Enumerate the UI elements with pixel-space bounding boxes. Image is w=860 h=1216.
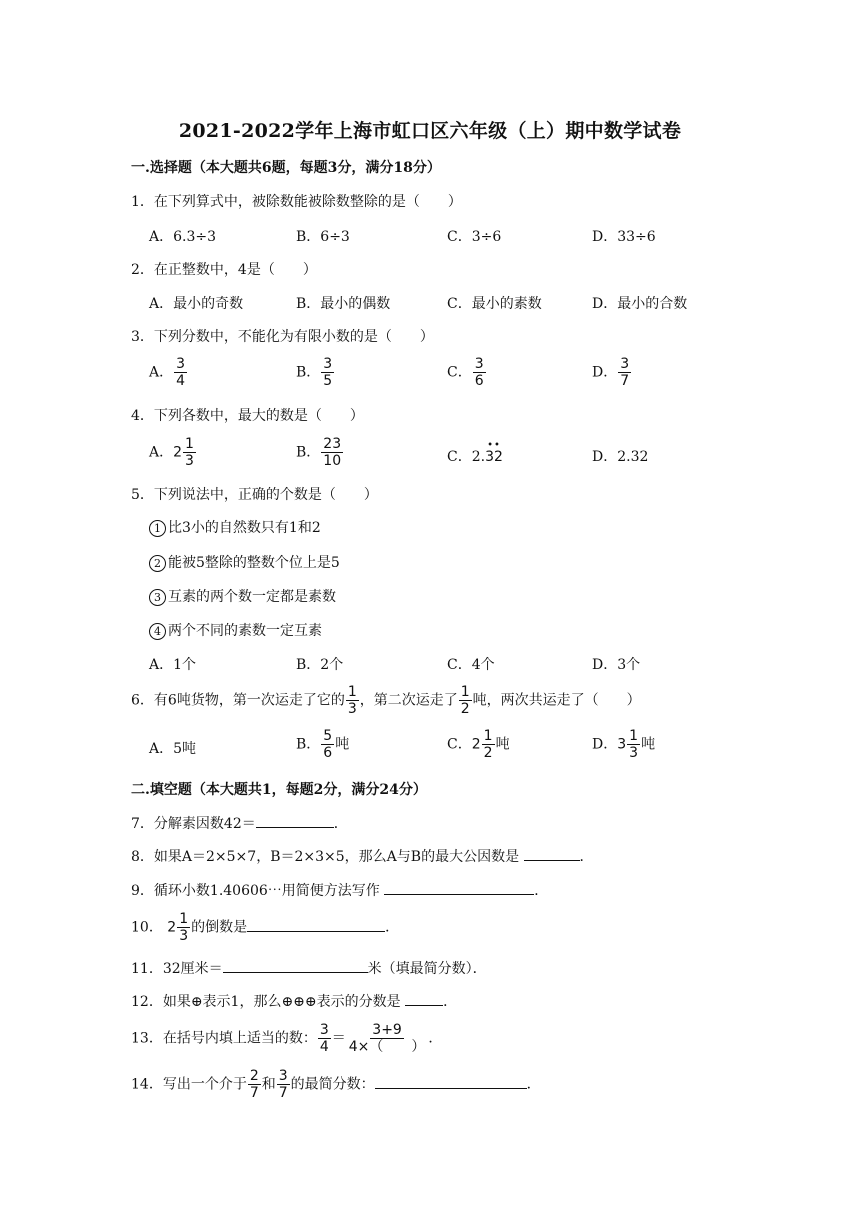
answer-blank[interactable]: [524, 846, 580, 861]
q2-option-d: D．最小的合数: [592, 296, 688, 312]
denominator: 7: [278, 1085, 288, 1101]
q2-option-c: C．最小的素数: [447, 296, 542, 312]
stem-text: 的倒数是: [191, 919, 248, 936]
numerator: 3+9: [372, 1022, 402, 1038]
denominator: 7: [249, 1085, 259, 1101]
option-label: B．: [296, 736, 321, 753]
q3-option-b: [296, 356, 335, 389]
fraction: [318, 1022, 331, 1055]
denominator-with-blank[interactable]: 4×（ ）: [348, 1039, 426, 1055]
q4-option-d: D．2.32: [592, 449, 649, 465]
fraction: [174, 356, 187, 389]
question-14: [131, 1068, 541, 1101]
q5-option-b: B．2个: [296, 657, 344, 673]
q1-option-c: C．3÷6: [447, 229, 502, 245]
fraction: [177, 911, 190, 944]
section-heading-choice: 一.选择题（本大题共6题，每题3分，满分18分）: [131, 160, 441, 176]
numerator: 3: [474, 356, 484, 372]
question-13: [131, 1022, 442, 1055]
stem-text: 10．: [131, 919, 163, 936]
unit: 吨: [641, 736, 656, 753]
numerator: 1: [347, 684, 357, 700]
denominator: 10: [323, 453, 342, 469]
equals-sign: ＝: [331, 1030, 346, 1047]
fraction: [347, 1022, 428, 1055]
section-heading-fill: 二.填空题（本大题共1，每题2分，满分24分）: [131, 782, 427, 798]
statement-text: 能被5整除的整数个位上是5: [168, 555, 340, 571]
numerator: 1: [483, 728, 493, 744]
stem-text: 6．有6吨货物，第一次运走了它的: [131, 692, 345, 709]
stem-text: 7．分解素因数42＝: [131, 816, 256, 832]
q4-option-c: [447, 440, 503, 466]
answer-blank[interactable]: [405, 991, 443, 1006]
q1-option-b: B．6÷3: [296, 229, 350, 245]
circled-number: 3: [149, 589, 166, 606]
denominator: 5: [323, 373, 333, 389]
mixed-integer: 2: [471, 736, 481, 753]
fraction: [321, 436, 343, 469]
numerator: 5: [323, 728, 333, 744]
answer-blank[interactable]: [375, 1074, 527, 1089]
question-4-stem: 4．下列各数中，最大的数是（ ）: [131, 408, 364, 424]
option-label: B．: [296, 444, 321, 461]
question-9: [131, 880, 548, 900]
mixed-integer: 3: [617, 736, 627, 753]
denominator: 6: [474, 373, 484, 389]
stem-text: ．: [443, 994, 458, 1010]
option-label: C．2.: [447, 449, 486, 465]
denominator: 2: [460, 701, 470, 717]
option-label: A．: [149, 444, 174, 461]
stem-text: ．: [333, 816, 348, 832]
stem-text: 和: [261, 1076, 276, 1093]
option-label: C．: [447, 736, 472, 753]
question-3-stem: 3．下列分数中，不能化为有限小数的是（ ）: [131, 329, 434, 345]
q5-statement-3: [149, 586, 336, 606]
denominator: 3: [629, 745, 639, 761]
fraction: [321, 728, 334, 761]
circled-number: 4: [149, 623, 166, 640]
option-label: C．: [447, 364, 472, 381]
statement-text: 两个不同的素数一定互素: [168, 623, 322, 639]
q5-statement-4: [149, 620, 322, 640]
denominator: 3: [179, 928, 189, 944]
fraction: [482, 728, 495, 761]
q6-option-c: [447, 728, 510, 761]
stem-text: ．: [526, 1076, 541, 1093]
mixed-integer: 2: [173, 444, 183, 461]
unit: 吨: [495, 736, 510, 753]
stem-text: 的最简分数：: [290, 1076, 375, 1093]
q6-option-a: A．5吨: [149, 741, 197, 757]
numerator: 1: [179, 911, 189, 927]
numerator: 3: [176, 356, 186, 372]
option-label: A．: [149, 364, 174, 381]
fraction: [618, 356, 631, 389]
stem-text: ．: [534, 883, 549, 899]
stem-text: 9．循环小数1.40606⋯用简便方法写作: [131, 883, 380, 899]
q6-option-b: [296, 728, 349, 761]
stem-text: ．: [579, 849, 594, 865]
answer-blank[interactable]: [384, 880, 534, 895]
answer-blank[interactable]: [256, 813, 334, 828]
fraction: [627, 728, 640, 761]
fraction: [473, 356, 486, 389]
circled-number: 1: [149, 520, 166, 537]
numerator: 2: [249, 1068, 259, 1084]
stem-text: ．: [428, 1030, 443, 1047]
fraction: [183, 436, 196, 469]
q2-option-b: B．最小的偶数: [296, 296, 391, 312]
q3-option-d: [592, 356, 632, 389]
q5-option-c: C．4个: [447, 657, 495, 673]
q2-option-a: A．最小的奇数: [149, 296, 244, 312]
denominator: 3: [347, 701, 357, 717]
stem-text: 12．如果⊕表示1，那么⊕⊕⊕表示的分数是: [131, 994, 401, 1010]
q3-option-c: [447, 356, 487, 389]
option-label: D．: [592, 736, 618, 753]
question-2-stem: 2．在正整数中，4是（ ）: [131, 262, 317, 278]
numerator: 1: [629, 728, 639, 744]
q1-option-d: D．33÷6: [592, 229, 656, 245]
q1-option-a: A．6.3÷3: [149, 229, 217, 245]
numerator: 3: [319, 1022, 329, 1038]
repeat-dots: ••: [487, 440, 501, 451]
question-7: [131, 813, 348, 833]
option-label: D．: [592, 364, 618, 381]
denominator: 4: [319, 1039, 329, 1055]
q4-option-b: [296, 436, 344, 469]
question-11: [131, 958, 487, 978]
numerator: 3: [323, 356, 333, 372]
numerator: 3: [278, 1068, 288, 1084]
stem-text: ．: [385, 919, 400, 936]
stem-text: 11．32厘米＝: [131, 961, 223, 977]
q5-option-a: A．1个: [149, 657, 197, 673]
answer-blank[interactable]: [247, 917, 385, 932]
fraction: [459, 684, 472, 717]
mixed-integer: 2: [167, 919, 177, 936]
stem-text: 13．在括号内填上适当的数：: [131, 1030, 317, 1047]
stem-text: 米（填最简分数）．: [367, 961, 487, 977]
question-12: [131, 991, 457, 1011]
numerator: 1: [185, 436, 194, 452]
question-8: [131, 846, 594, 866]
stem-text: 8．如果A＝2×5×7，B＝2×3×5，那么A与B的最大公因数是: [131, 849, 520, 865]
option-label: B．: [296, 364, 321, 381]
repeating-decimal: [485, 440, 503, 465]
fraction: [248, 1068, 261, 1101]
denominator: 6: [323, 745, 333, 761]
question-6-stem: [131, 684, 641, 717]
q6-option-d: [592, 728, 655, 761]
fraction: [346, 684, 359, 717]
denominator: 4: [176, 373, 186, 389]
question-10: [131, 911, 399, 944]
q3-option-a: [149, 356, 188, 389]
question-1-stem: 1．在下列算式中，被除数能被除数整除的是（ ）: [131, 194, 462, 210]
numerator: 3: [620, 356, 630, 372]
fraction: [277, 1068, 290, 1101]
stem-text: 14．写出一个介于: [131, 1076, 247, 1093]
statement-text: 互素的两个数一定都是素数: [168, 589, 336, 605]
q5-statement-2: [149, 552, 340, 572]
numerator: 1: [460, 684, 470, 700]
denominator: 2: [483, 745, 493, 761]
numerator: 23: [323, 436, 342, 452]
answer-blank[interactable]: [223, 958, 368, 973]
stem-text: 吨，两次共运走了（ ）: [472, 692, 641, 709]
unit: 吨: [335, 736, 350, 753]
statement-text: 比3小的自然数只有1和2: [168, 520, 321, 536]
page-title: 2021-2022学年上海市虹口区六年级（上）期中数学试卷: [178, 120, 682, 142]
circled-number: 2: [149, 555, 166, 572]
question-5-stem: 5．下列说法中，正确的个数是（ ）: [131, 487, 378, 503]
repeating-digits: 32: [485, 449, 503, 465]
denominator: 3: [185, 453, 194, 469]
stem-text: ，第二次运走了: [359, 692, 458, 709]
q4-option-a: [149, 436, 197, 469]
q5-statement-1: [149, 517, 321, 537]
denominator: 7: [620, 373, 630, 389]
q5-option-d: D．3个: [592, 657, 641, 673]
fraction: [321, 356, 334, 389]
